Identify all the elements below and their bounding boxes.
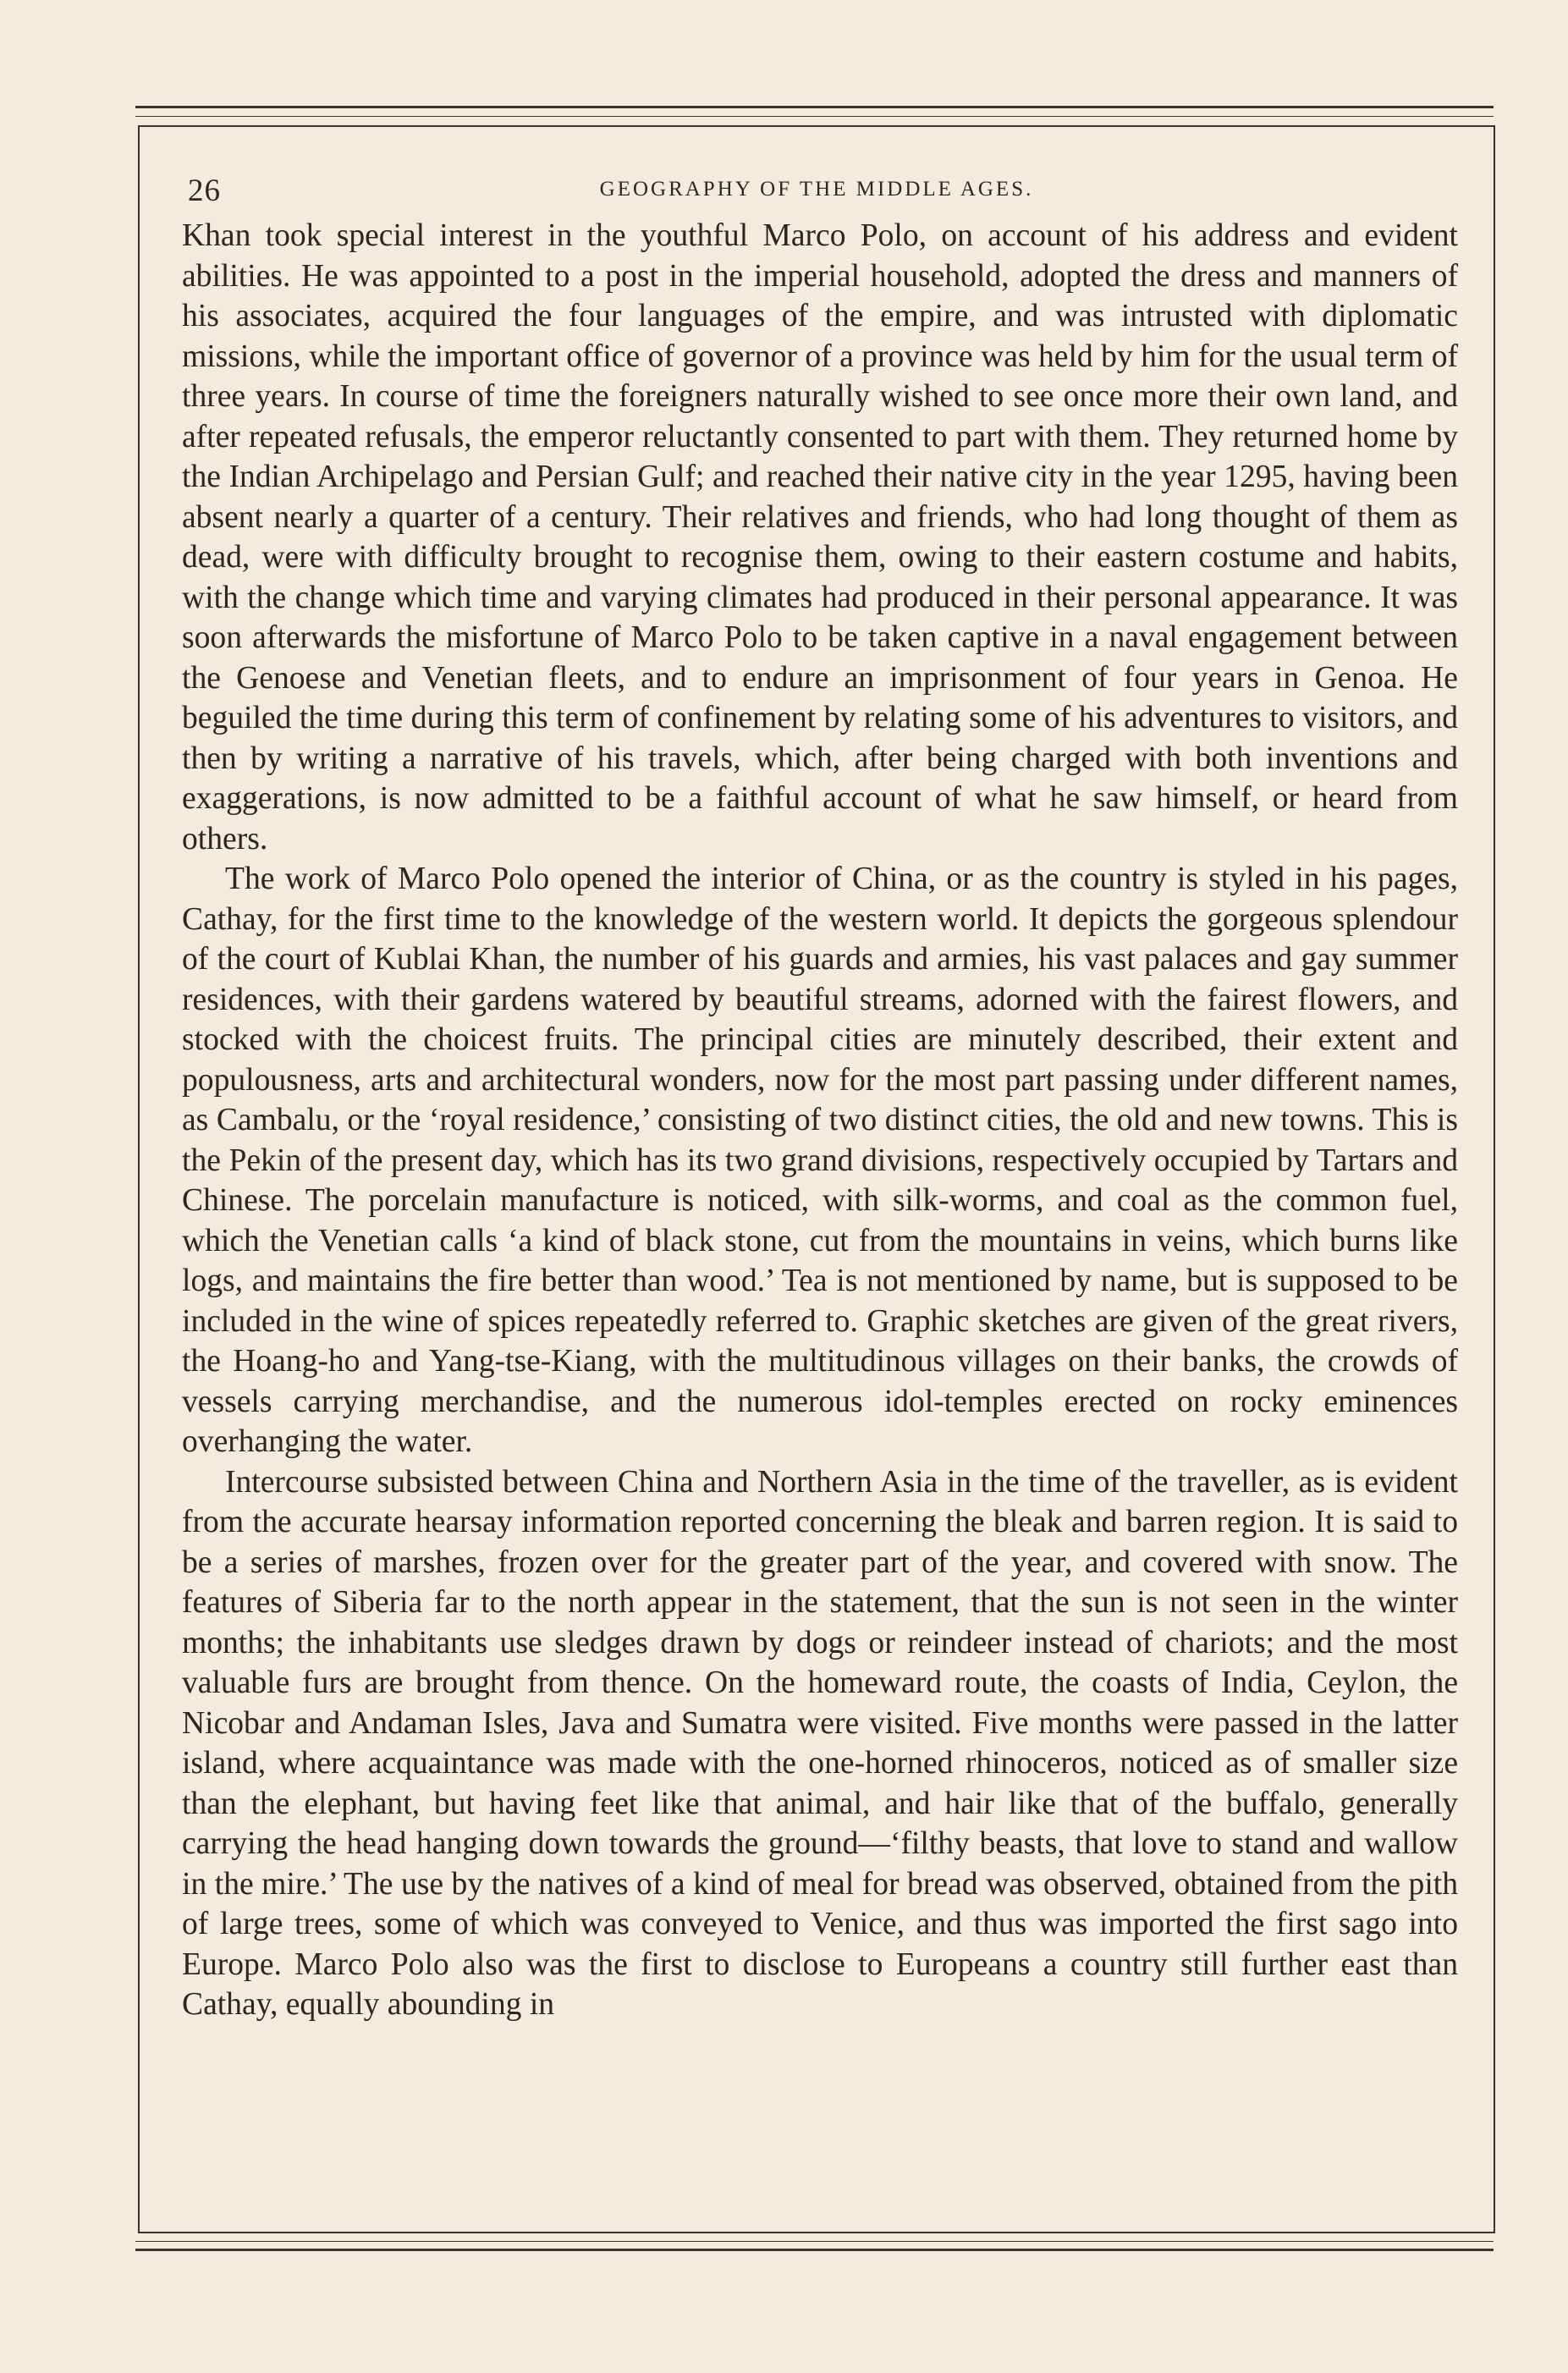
bottom-rule-inner [135, 2241, 1494, 2242]
top-rule-outer [135, 106, 1494, 108]
bottom-rule-outer [135, 2249, 1494, 2251]
body-text [182, 216, 1458, 2025]
top-rule-inner [135, 116, 1494, 117]
running-head: GEOGRAPHY OF THE MIDDLE AGES. [599, 178, 1034, 201]
paragraph-3: Intercourse subsisted between China and Northern Asia in the time of the traveller, as is evident from the accurate hearsay information reported concerning the bleak and barren region. It is said to be a series of marshes, frozen over for the greater part of the year, and covered with snow. The features of Siberia far to the north appear in the statement, that the sun is not seen in the winter months; the inhabitants use sledges drawn by dogs or reindeer instead of chariots; and the most valuable furs are brought from thence. On the homeward route, the coasts of India, Ceylon, the Nicobar and Andaman Isles, Java and Sumatra were visited. Five months were passed in the latter island, where acquaintance was made with the one-horned rhinoceros, noticed as of smaller size than the elephant, but having feet like that animal, and hair like that of the buffalo, generally carrying the head hanging down towards the ground—‘filthy beasts, that love to stand and wallow in the mire.’ The use by the natives of a kind of meal for bread was observed, obtained from the pith of large trees, some of which was conveyed to Venice, and thus was imported the first sago into Europe. Marco Polo also was the first to disclose to Europeans a country still further east than Cathay, equally abounding in [182, 1464, 1458, 2022]
page-number: 26 [188, 173, 221, 208]
paragraph-2: The work of Marco Polo opened the interior of China, or as the country is styled in his pages, Cathay, for the first time to the knowledge of the western world. It depicts the gorgeous splendour of the court of Kublai Khan, the number of his guards and armies, his vast palaces and gay summer residences, with their gardens watered by beautiful streams, adorned with the fairest flowers, and stocked with the choicest fruits. The principal cities are minutely described, their extent and populousness, arts and architectural wonders, now for the most part passing under different names, as Cambalu, or the ‘royal residence,’ consisting of two distinct cities, the old and new towns. This is the Pekin of the present day, which has its two grand divisions, respectively occupied by Tartars and Chinese. The porcelain manufacture is noticed, with silk-worms, and coal as the common fuel, which the Venetian calls ‘a kind of black stone, cut from the mountains in veins, which burns like logs, and maintains the fire better than wood.’ Tea is not mentioned by name, but is supposed to be included in the wine of spices repeatedly referred to. Graphic sketches are given of the great rivers, the Hoang-ho and Yang-tse-Kiang, with the multitudinous villages on their banks, the crowds of vessels carrying merchandise, and the numerous idol-temples erected on rocky eminences overhanging the water. [182, 862, 1458, 1459]
page-header [169, 169, 1464, 212]
paragraph-1: Khan took special interest in the youthful Marco Polo, on account of his address and evident abilities. He was appointed to a post in the imperial household, adopted the dress and manners of his associates, acquired the four languages of the empire, and was intrusted with diplomatic missions, while the important office of governor of a province was held by him for the usual term of three years. In course of time the foreigners naturally wished to see once more their own land, and after repeated refusals, the emperor reluctantly consented to part with them. They returned home by the Indian Archipelago and Persian Gulf; and reached their native city in the year 1295, having been absent nearly a quarter of a century. Their relatives and friends, who had long thought of them as dead, were with difficulty brought to recognise them, owing to their eastern costume and habits, with the change which time and varying climates had produced in their personal appearance. It was soon afterwards the misfortune of Marco Polo to be taken captive in a naval engagement between the Genoese and Venetian fleets, and to endure an imprisonment of four years in Genoa. He beguiled the time during this term of confinement by relating some of his adventures to visitors, and then by writing a narrative of his travels, which, after being charged with both inventions and exaggerations, is now admitted to be a faithful account of what he saw himself, or heard from others. [182, 218, 1458, 856]
